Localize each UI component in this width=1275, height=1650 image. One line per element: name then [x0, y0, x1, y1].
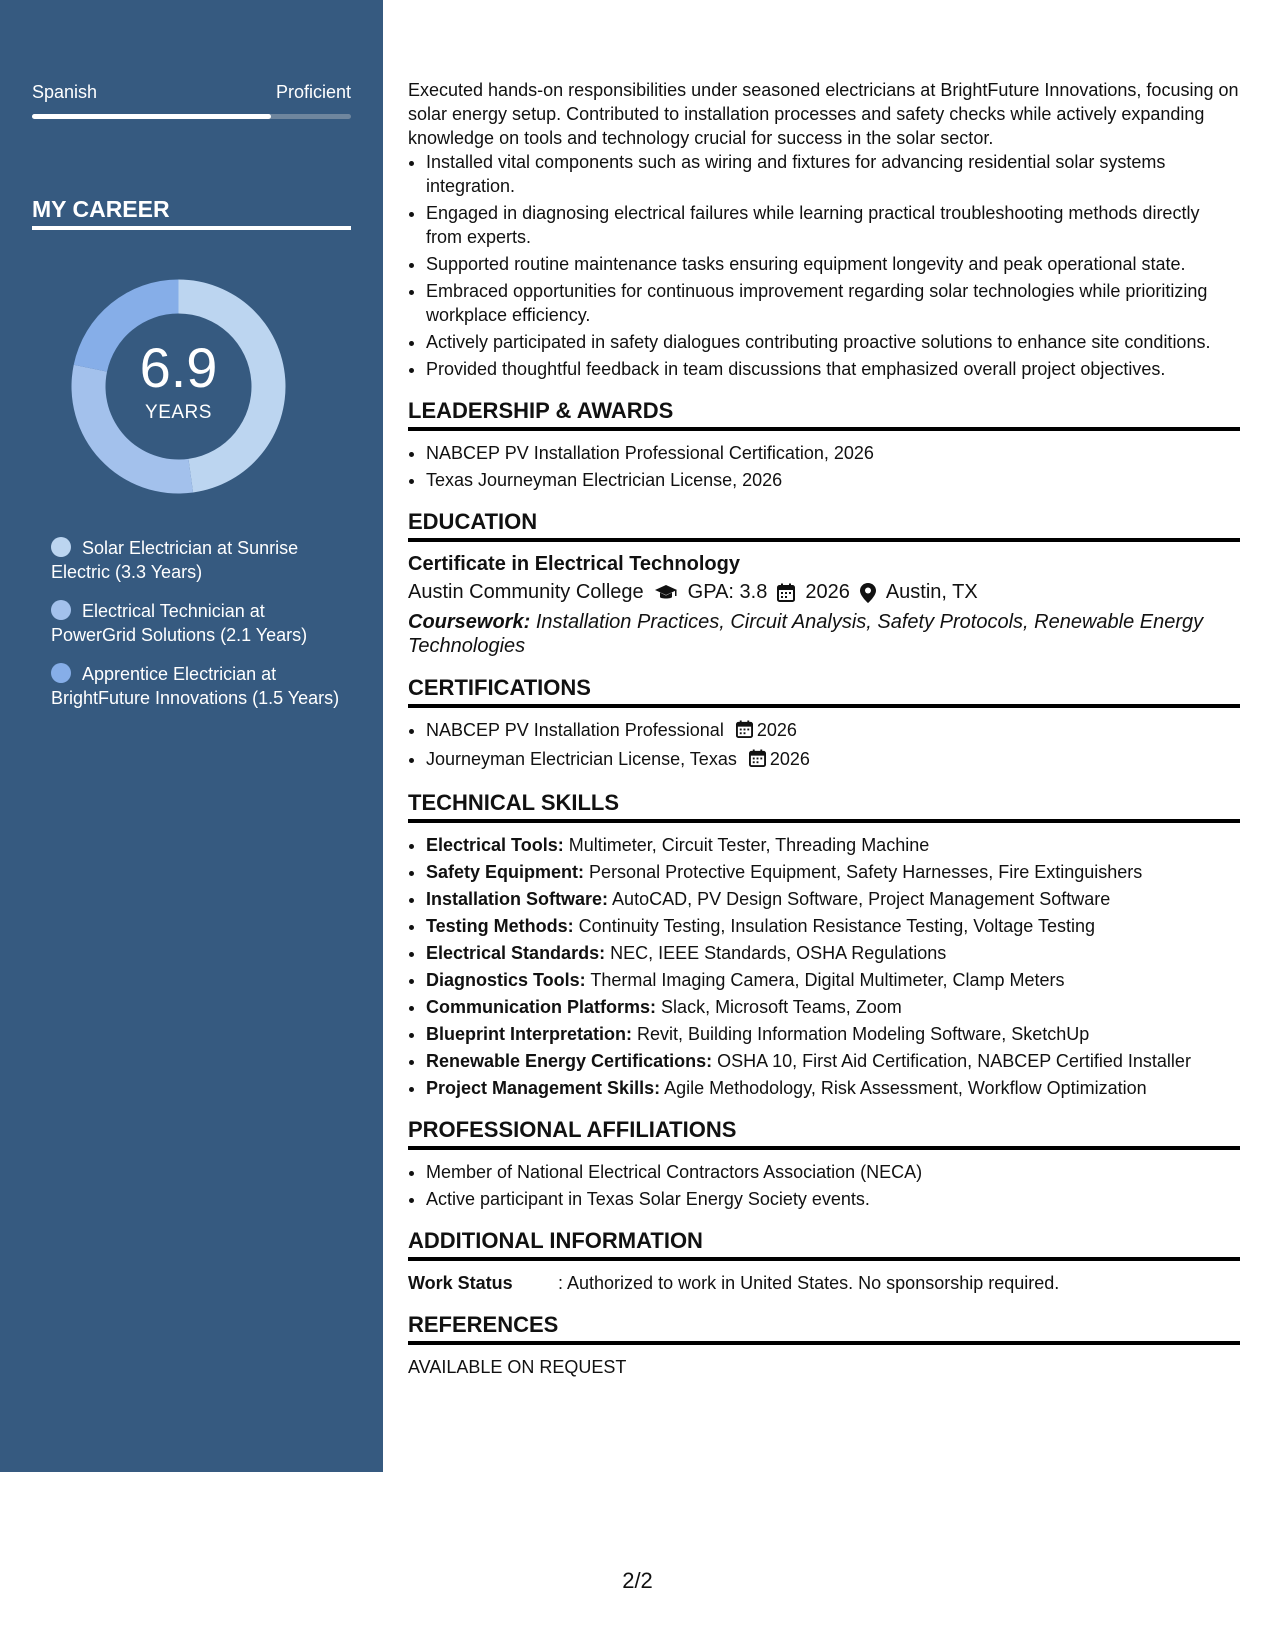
- skill-value: Slack, Microsoft Teams, Zoom: [661, 997, 902, 1017]
- legend-dot-icon: [51, 663, 71, 683]
- skill-value: Revit, Building Information Modeling Software, SketchUp: [637, 1024, 1090, 1044]
- work-status-value: : Authorized to work in United States. No sponsorship required.: [558, 1273, 1060, 1293]
- certification-item: [426, 718, 1240, 744]
- career-section-rule: [32, 226, 351, 230]
- career-legend-label: Apprentice Electrician at BrightFuture Innovations (1.5 Years): [51, 664, 340, 708]
- certification-date: [749, 749, 810, 769]
- section-title-certifications: CERTIFICATIONS: [408, 676, 1240, 708]
- certification-year: 2026: [756, 720, 797, 740]
- list-item: • Texas Journeyman Electrician License, 2026: [426, 468, 1240, 492]
- education-year: 2026: [805, 581, 850, 603]
- skill-label: Project Management Skills:: [426, 1078, 661, 1098]
- language-level: Proficient: [275, 82, 351, 102]
- list-item: • Supported routine maintenance tasks ensuring equipment longevity and peak operational state.: [426, 252, 1240, 276]
- experience-intro: Executed hands-on responsibilities under seasoned electricians at BrightFuture Innovations, focusing on solar energy setup. Contributed to installation processes and safety checks while actively expanding knowledge on tools and technology crucial for success in the solar sector.: [408, 80, 1239, 148]
- list-item: • Installed vital components such as wiring and fixtures for advancing residential solar systems integration.: [426, 150, 1240, 198]
- education-gpa: GPA: 3.8: [687, 581, 768, 603]
- list-item: • Member of National Electrical Contractors Association (NECA): [426, 1160, 1240, 1184]
- list-item: • Embraced opportunities for continuous improvement regarding solar technologies while prioritizing workplace efficiency.: [426, 279, 1240, 327]
- career-legend-item: [51, 536, 341, 584]
- sidebar: [0, 0, 383, 1472]
- skill-label: Renewable Energy Certifications:: [426, 1051, 713, 1071]
- skill-label: Diagnostics Tools:: [426, 970, 586, 990]
- list-item: • Actively participated in safety dialogues contributing proactive solutions to enhance site conditions.: [426, 330, 1240, 354]
- references-text: AVAILABLE ON REQUEST: [408, 1357, 627, 1377]
- certifications-list: [408, 718, 1240, 773]
- skill-item: [426, 1049, 1240, 1073]
- calendar-icon: [749, 749, 766, 773]
- education-location: Austin, TX: [885, 581, 978, 603]
- skill-value: AutoCAD, PV Design Software, Project Management Software: [612, 889, 1111, 909]
- work-status-row: [408, 1271, 1240, 1295]
- certification-name: NABCEP PV Installation Professional: [426, 720, 724, 740]
- legend-dot-icon: [51, 537, 71, 557]
- skill-value: NEC, IEEE Standards, OSHA Regulations: [610, 943, 947, 963]
- skill-item: [426, 1022, 1240, 1046]
- graduation-cap-icon: [654, 580, 678, 604]
- skill-label: Electrical Standards:: [426, 943, 606, 963]
- skill-item: [426, 860, 1240, 884]
- education-degree: Certificate in Electrical Technology: [408, 553, 740, 575]
- section-title-additional: ADDITIONAL INFORMATION: [408, 1229, 1240, 1261]
- career-legend-item: [51, 599, 341, 647]
- career-section-title: MY CAREER: [32, 196, 170, 222]
- list-item: • Active participant in Texas Solar Energy Society events.: [426, 1187, 1240, 1211]
- work-status-label: Work Status: [408, 1273, 513, 1293]
- language-name: Spanish: [32, 82, 98, 102]
- skill-item: [426, 914, 1240, 938]
- coursework-text: Installation Practices, Circuit Analysis, Safety Protocols, Renewable Energy Technologies: [408, 611, 1204, 657]
- donut-center: [66, 274, 291, 499]
- skill-item: [426, 1076, 1240, 1100]
- section-title-education: EDUCATION: [408, 510, 1240, 542]
- section-title-skills: TECHNICAL SKILLS: [408, 791, 1240, 823]
- section-title-references: REFERENCES: [408, 1313, 1240, 1345]
- career-legend-label: Solar Electrician at Sunrise Electric (3.3 Years): [51, 538, 299, 582]
- total-years-value: 6.9: [139, 335, 218, 399]
- coursework-label: Coursework:: [408, 611, 531, 633]
- certification-name: Journeyman Electrician License, Texas: [426, 749, 737, 769]
- location-pin-icon: [860, 580, 876, 604]
- experience-bullets: [408, 150, 1240, 381]
- leadership-list: [408, 441, 1240, 492]
- affiliations-list: [408, 1160, 1240, 1211]
- certification-date: [736, 720, 797, 740]
- career-legend: [51, 536, 341, 725]
- skill-value: Personal Protective Equipment, Safety Harnesses, Fire Extinguishers: [589, 862, 1143, 882]
- page-number: 2/2: [622, 1568, 653, 1593]
- skill-value: Continuity Testing, Insulation Resistance Testing, Voltage Testing: [578, 916, 1095, 936]
- education-coursework: [408, 610, 1240, 658]
- skill-label: Safety Equipment:: [426, 862, 585, 882]
- skill-label: Blueprint Interpretation:: [426, 1024, 632, 1044]
- main-content: [408, 78, 1240, 1379]
- calendar-icon: [777, 580, 795, 604]
- language-row: [32, 82, 351, 103]
- skill-item: [426, 941, 1240, 965]
- education-school: Austin Community College: [408, 581, 644, 603]
- skill-label: Installation Software:: [426, 889, 609, 909]
- certification-year: 2026: [769, 749, 810, 769]
- language-proficiency-bar: [32, 114, 351, 119]
- skill-item: [426, 833, 1240, 857]
- skill-item: [426, 887, 1240, 911]
- skill-value: Agile Methodology, Risk Assessment, Workflow Optimization: [664, 1078, 1147, 1098]
- skill-value: Thermal Imaging Camera, Digital Multimeter, Clamp Meters: [590, 970, 1065, 990]
- skill-value: OSHA 10, First Aid Certification, NABCEP Certified Installer: [717, 1051, 1191, 1071]
- certification-item: [426, 747, 1240, 773]
- career-legend-label: Electrical Technician at PowerGrid Solutions (2.1 Years): [51, 601, 308, 645]
- list-item: • NABCEP PV Installation Professional Certification, 2026: [426, 441, 1240, 465]
- education-meta: [408, 580, 1240, 604]
- list-item: • Engaged in diagnosing electrical failures while learning practical troubleshooting methods directly from experts.: [426, 201, 1240, 249]
- section-title-affiliations: PROFESSIONAL AFFILIATIONS: [408, 1118, 1240, 1150]
- skill-value: Multimeter, Circuit Tester, Threading Machine: [568, 835, 930, 855]
- legend-dot-icon: [51, 600, 71, 620]
- list-item: • Provided thoughtful feedback in team discussions that emphasized overall project objectives.: [426, 357, 1240, 381]
- skill-label: Electrical Tools:: [426, 835, 564, 855]
- skill-label: Communication Platforms:: [426, 997, 657, 1017]
- language-proficiency-fill: [32, 114, 271, 119]
- skill-label: Testing Methods:: [426, 916, 574, 936]
- total-years-unit: YEARS: [145, 401, 212, 423]
- skill-item: [426, 995, 1240, 1019]
- skill-item: [426, 968, 1240, 992]
- skills-list: [408, 833, 1240, 1100]
- calendar-icon: [736, 720, 753, 744]
- section-title-leadership: LEADERSHIP & AWARDS: [408, 399, 1240, 431]
- career-legend-item: [51, 662, 341, 710]
